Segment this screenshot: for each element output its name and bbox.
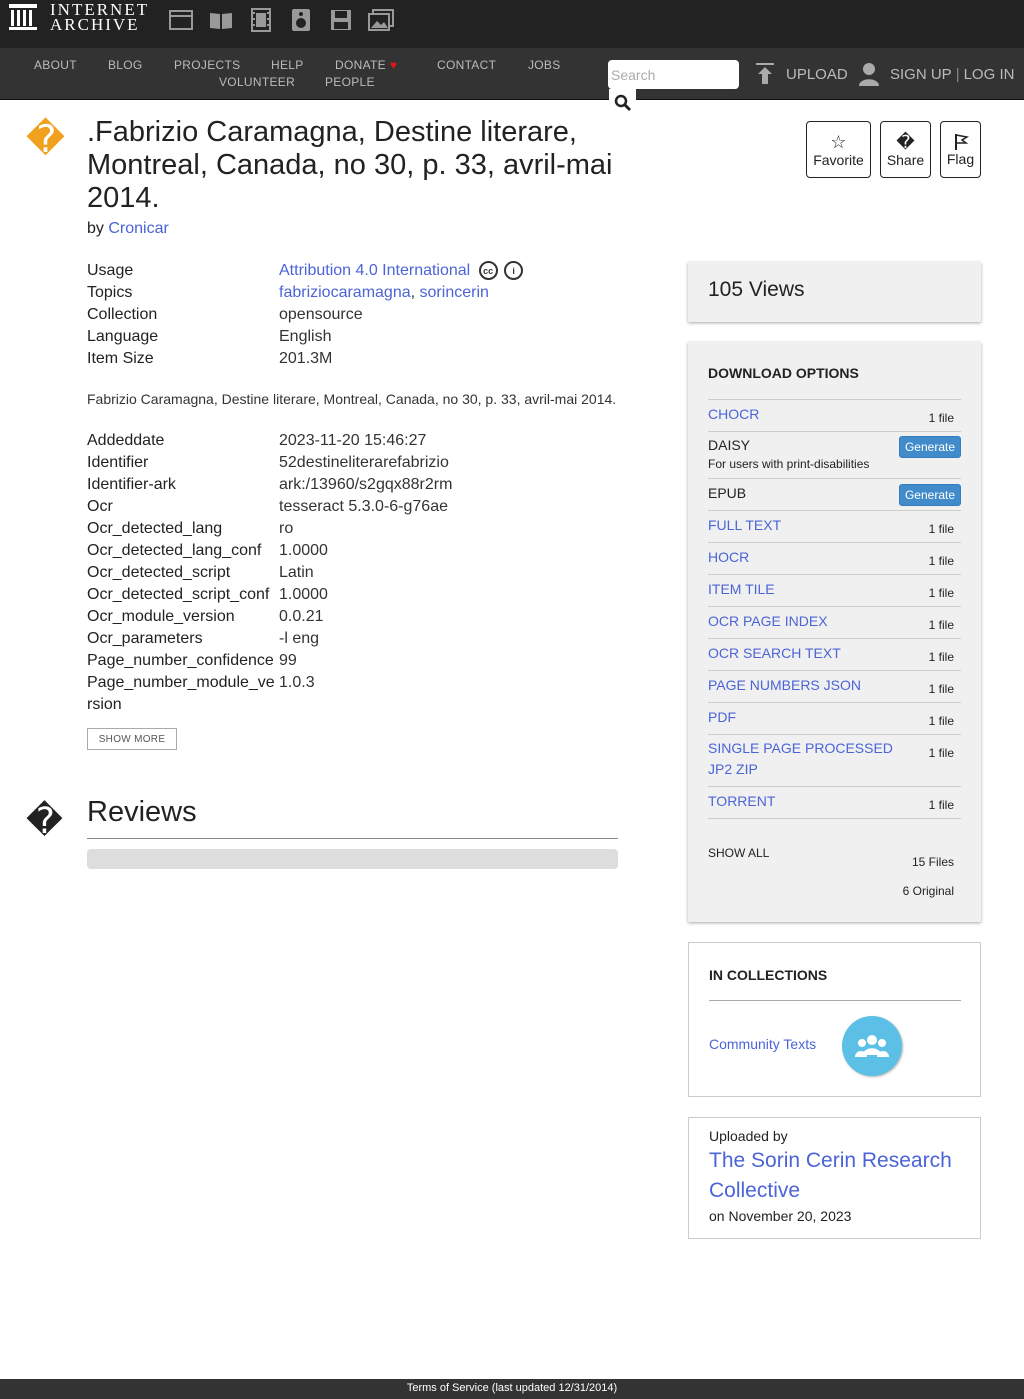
share-button[interactable] [880,121,931,178]
collection-label: Collection [87,306,158,323]
heart-icon: ♥ [389,58,398,72]
divider [708,478,961,479]
metadata-key: Ocr_detected_lang_conf [87,542,262,559]
file-count: 1 file [928,411,954,425]
logo-line-1: INTERNET [50,0,150,19]
download-ocr-search-text[interactable]: OCR SEARCH TEXT [708,645,841,661]
divider [708,702,961,703]
download-chocr[interactable]: CHOCR [708,406,760,422]
divider [708,670,961,671]
nav-jobs[interactable]: JOBS [528,58,561,72]
metadata-key: Ocr_parameters [87,630,203,647]
internet-archive-logo[interactable] [8,0,149,34]
favorite-button[interactable] [806,121,871,178]
metadata-value: 0.0.21 [279,608,324,625]
uploader-link[interactable]: The Sorin Cerin Research Collective [709,1149,952,1202]
sign-up-link[interactable]: SIGN UP [890,65,952,83]
upload-label: UPLOAD [786,65,848,83]
file-count: 1 file [928,618,954,632]
star-icon: ☆ [830,131,847,152]
texts-icon[interactable] [208,8,234,32]
jp2-zip-line-2: JP2 ZIP [708,761,758,777]
attribution-icon: i [504,261,523,280]
metadata-value: 1.0000 [279,542,328,559]
group-icon [855,1033,889,1059]
views-count: 105 Views [708,278,805,301]
nav-projects[interactable]: PROJECTS [174,58,241,72]
community-texts-badge[interactable] [842,1016,902,1076]
divider [708,606,961,607]
file-count: 1 file [928,522,954,536]
download-full-text[interactable]: FULL TEXT [708,517,782,533]
epub-generate-button[interactable]: Generate [899,484,961,506]
metadata-key: Identifier [87,454,149,471]
download-hocr[interactable]: HOCR [708,549,750,565]
flag-label: Flag [946,150,975,167]
share-icon: � [896,131,915,152]
divider [708,734,961,735]
logo-text [50,2,149,32]
metadata-key: Identifier-ark [87,476,176,493]
divider [87,838,618,839]
download-item-tile[interactable]: ITEM TILE [708,581,775,597]
usage-label: Usage [87,262,134,279]
metadata-key: Ocr_detected_lang [87,520,223,537]
media-type-icons [168,8,394,32]
metadata-key: rsion [87,696,122,713]
metadata-value: tesseract 5.3.0-6-g76ae [279,498,448,515]
daisy-note: For users with print-disabilities [708,457,870,471]
byline [87,220,169,238]
collection-link[interactable]: opensource [279,306,363,323]
download-options-heading: DOWNLOAD OPTIONS [708,365,859,381]
uploader-panel [688,1117,981,1239]
footer [0,1379,1024,1399]
nav-help[interactable]: HELP [271,58,304,72]
logo-line-2: ARCHIVE [50,15,140,34]
download-jp2-zip[interactable] [708,738,908,780]
nav-donate[interactable] [335,58,397,72]
flag-button[interactable] [940,121,981,178]
file-count: 1 file [928,586,954,600]
download-ocr-page-index[interactable]: OCR PAGE INDEX [708,613,828,629]
divider [708,399,961,400]
top-bar [0,0,1024,48]
topic-separator: , [410,284,416,301]
metadata-key: Ocr_detected_script [87,564,231,581]
upload-icon [754,62,776,86]
files-total: 15 Files [911,855,954,869]
topic-link[interactable]: fabriziocaramagna [279,284,411,301]
reviews-icon: � [26,800,63,841]
download-epub: EPUB [708,485,747,501]
upload-date: on November 20, 2023 [709,1208,852,1224]
uploaded-by-label: Uploaded by [709,1128,788,1144]
by-label: by [87,220,104,237]
metadata-key: Ocr_detected_script_conf [87,586,270,603]
daisy-generate-button[interactable]: Generate [899,436,961,458]
jp2-zip-line-1: SINGLE PAGE PROCESSED [708,740,893,756]
metadata-key: Page_number_module_ve [87,674,275,691]
collections-panel [688,942,981,1097]
search-icon [614,94,632,112]
nav-volunteer[interactable]: VOLUNTEER [219,75,296,89]
metadata-value: 52destineliterarefabrizio [279,454,449,471]
divider [708,818,961,819]
divider [708,574,961,575]
item-size-value: 201.3M [279,350,333,367]
audio-icon[interactable] [288,8,314,32]
file-count: 1 file [928,714,954,728]
topic-link[interactable]: sorincerin [419,284,489,301]
download-page-numbers-json[interactable]: PAGE NUMBERS JSON [708,677,861,693]
divider [708,786,961,787]
nav-contact[interactable]: CONTACT [437,58,497,72]
divider [708,510,961,511]
nav-people[interactable]: PEOPLE [325,75,375,89]
metadata-key: Page_number_confidence [87,652,274,669]
web-icon[interactable] [168,8,194,32]
download-daisy: DAISY [708,437,751,453]
metadata-value: ark:/13960/s2gqx88r2rm [279,476,453,493]
file-count: 1 file [928,746,954,760]
divider [708,638,961,639]
divider [708,542,961,543]
metadata-key: Addeddate [87,432,165,449]
file-count: 1 file [928,650,954,664]
video-icon[interactable] [248,8,274,32]
nav-donate-label: DONATE [335,58,386,72]
metadata-key: Ocr_module_version [87,608,235,625]
divider [709,1000,961,1001]
download-pdf[interactable]: PDF [708,709,736,725]
metadata-value: Latin [279,564,314,581]
download-torrent[interactable]: TORRENT [708,793,776,809]
topics-label: Topics [87,284,133,301]
item-size-label: Item Size [87,350,154,367]
show-all-button[interactable]: SHOW ALL [708,846,770,860]
unknown-mediatype-icon: � [26,119,65,161]
file-count: 1 file [928,798,954,812]
search-button[interactable] [609,89,636,116]
page-title: .Fabrizio Caramagna, Destine literare, Montreal, Canada, no 30, p. 33, avril-mai 2014. [87,116,613,214]
download-options-panel [688,342,981,922]
language-label: Language [87,328,159,345]
log-in-link[interactable]: LOG IN [963,65,1015,83]
divider [708,431,961,432]
reviews-loading-bar [87,849,618,869]
license-link[interactable]: Attribution 4.0 International [279,262,471,279]
creator-link[interactable]: Cronicar [108,220,169,237]
file-count: 1 file [928,554,954,568]
upload-button[interactable] [754,62,848,86]
account-separator: | [955,65,960,83]
flag-icon [953,133,969,151]
metadata-value: 1.0000 [279,586,328,603]
nav-blog[interactable]: BLOG [108,58,143,72]
show-more-button[interactable]: SHOW MORE [87,728,177,750]
collections-heading: IN COLLECTIONS [709,967,828,983]
metadata-value: 1.0.3 [279,674,315,691]
views-panel [688,262,981,322]
metadata-value: -l eng [279,630,320,647]
item-description: Fabrizio Caramagna, Destine literare, Montreal, Canada, no 30, p. 33, avril-mai 2014. [87,391,617,407]
language-link[interactable]: English [279,328,332,345]
metadata-value: 2023-11-20 15:46:27 [279,432,427,449]
metadata-value: ro [279,520,294,537]
collection-link-community-texts[interactable]: Community Texts [709,1036,817,1052]
terms-of-service-link[interactable]: Terms of Service (last updated 12/31/2014) [406,1382,618,1394]
metadata-value: 99 [279,652,297,669]
images-icon[interactable] [368,8,394,32]
account-links [858,62,1014,86]
temple-logo-icon [8,2,38,32]
files-original: 6 Original [902,884,954,898]
search-input[interactable] [608,60,739,89]
reviews-heading: Reviews [87,796,197,828]
software-icon[interactable] [328,8,354,32]
nav-about[interactable]: ABOUT [34,58,77,72]
user-icon [858,62,880,86]
file-count: 1 file [928,682,954,696]
favorite-label: Favorite [813,151,864,168]
share-label: Share [886,151,925,168]
cc-icon: cc [479,261,498,280]
metadata-key: Ocr [87,498,113,515]
